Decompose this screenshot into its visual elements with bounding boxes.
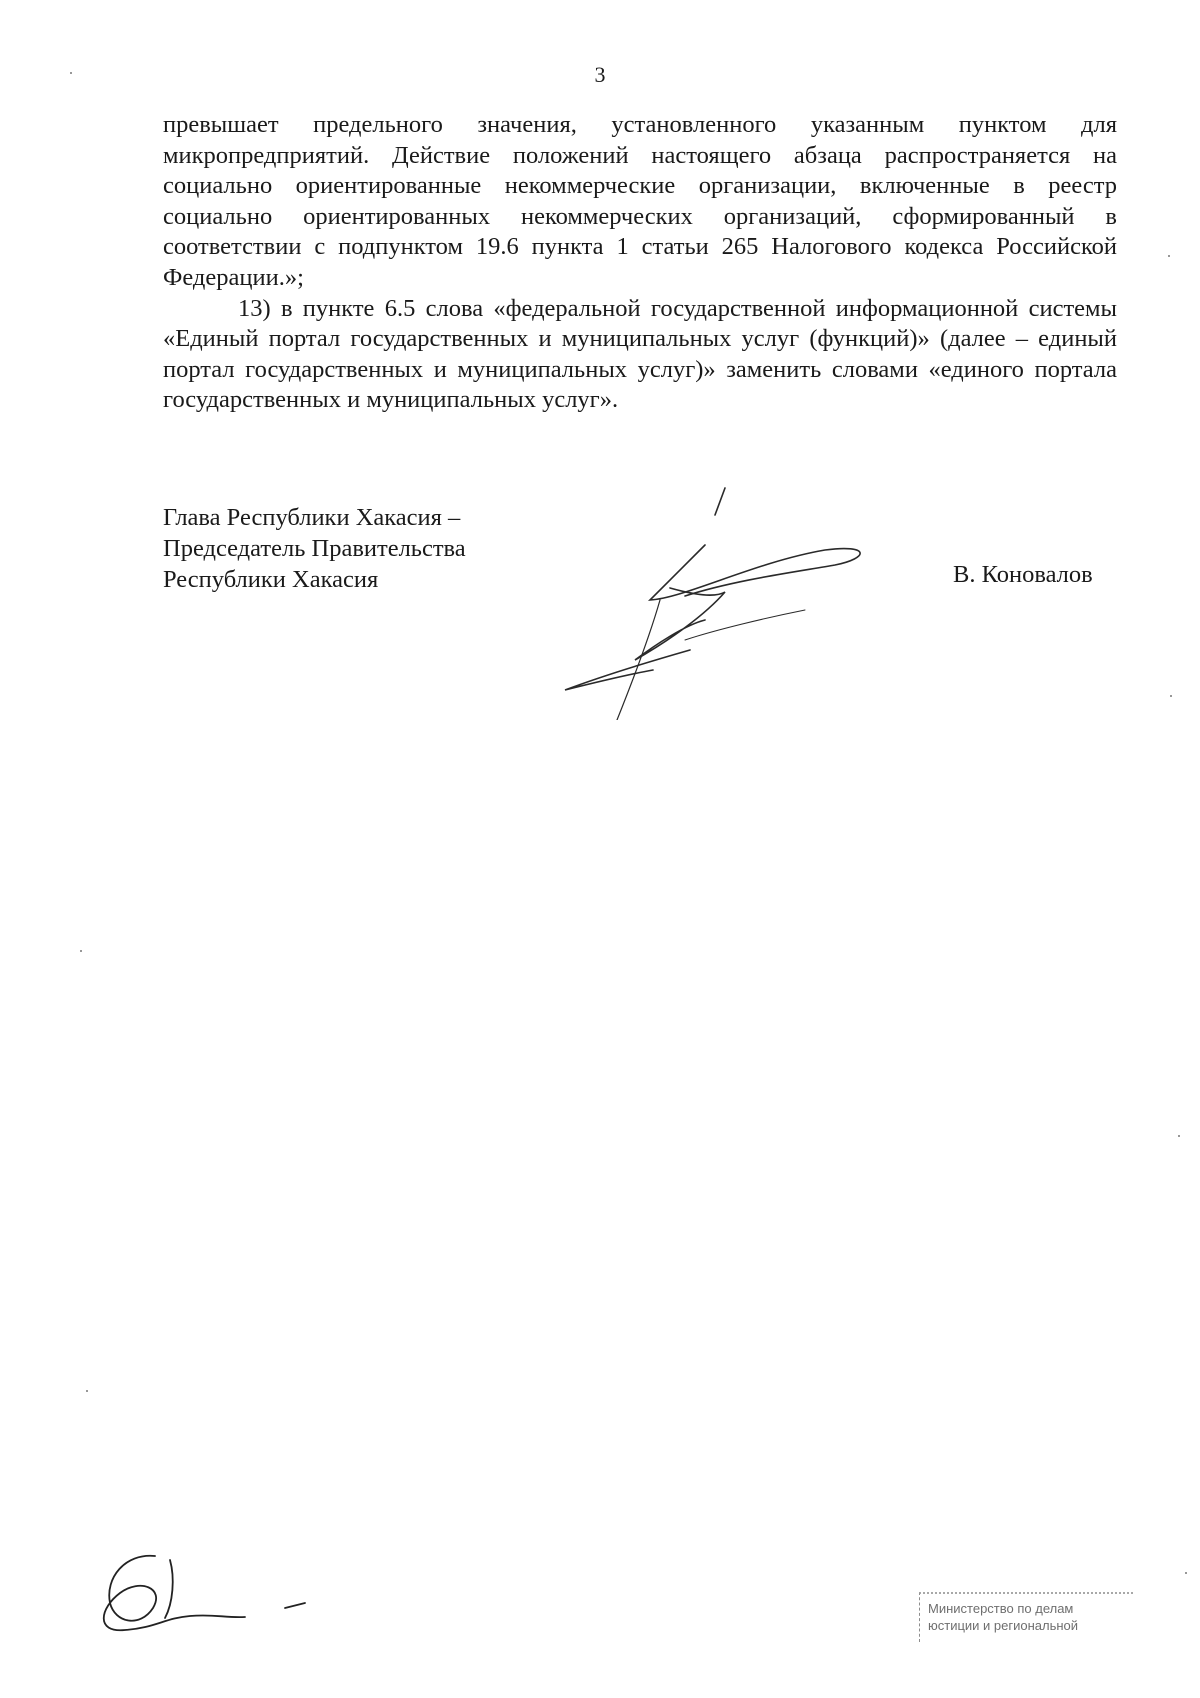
scan-speck — [1170, 695, 1172, 697]
scan-speck — [1168, 255, 1170, 257]
document-body — [163, 110, 1117, 416]
registration-stamp — [919, 1592, 1133, 1642]
scan-speck — [80, 950, 82, 952]
scan-speck — [1178, 1135, 1180, 1137]
scan-speck — [1185, 1572, 1187, 1574]
scan-speck — [86, 1390, 88, 1392]
signatory-title-line-1: Глава Республики Хакасия – — [163, 504, 461, 531]
handwritten-signature — [555, 470, 885, 720]
signer-name: В. Коновалов — [953, 561, 1093, 588]
page-number: 3 — [594, 62, 606, 87]
stamp-line-2: юстиции и региональной — [928, 1618, 1079, 1633]
paragraph-continuation: превышает предельного значения, установленного указанным пунктом для микропредприятий. Действие положений настоящего абзаца распространяется на социально ориентированные некоммерческие организации, включенные в реестр социально ориентированных некоммерческих организаций, сформированный в соответствии с подпунктом 19.6 пункта 1 статьи 265 Налогового кодекса Российской Федерации.»; — [163, 111, 1117, 291]
signatory-block — [163, 502, 466, 595]
paragraph-item-13: 13) в пункте 6.5 слова «федеральной государственной информационной системы «Единый портал государственных и муниципальных услуг (функций)» (далее – единый портал государственных и муниципальных услуг)» заменить словами «единого портала государственных и муниципальных услуг». — [163, 294, 1117, 414]
signatory-title-line-3: Республики Хакасия — [163, 566, 379, 593]
stamp-line-1: Министерство по делам — [928, 1601, 1074, 1616]
scan-speck — [70, 72, 72, 74]
signatory-title-line-2: Председатель Правительства — [163, 535, 466, 562]
initials-mark — [95, 1548, 315, 1638]
